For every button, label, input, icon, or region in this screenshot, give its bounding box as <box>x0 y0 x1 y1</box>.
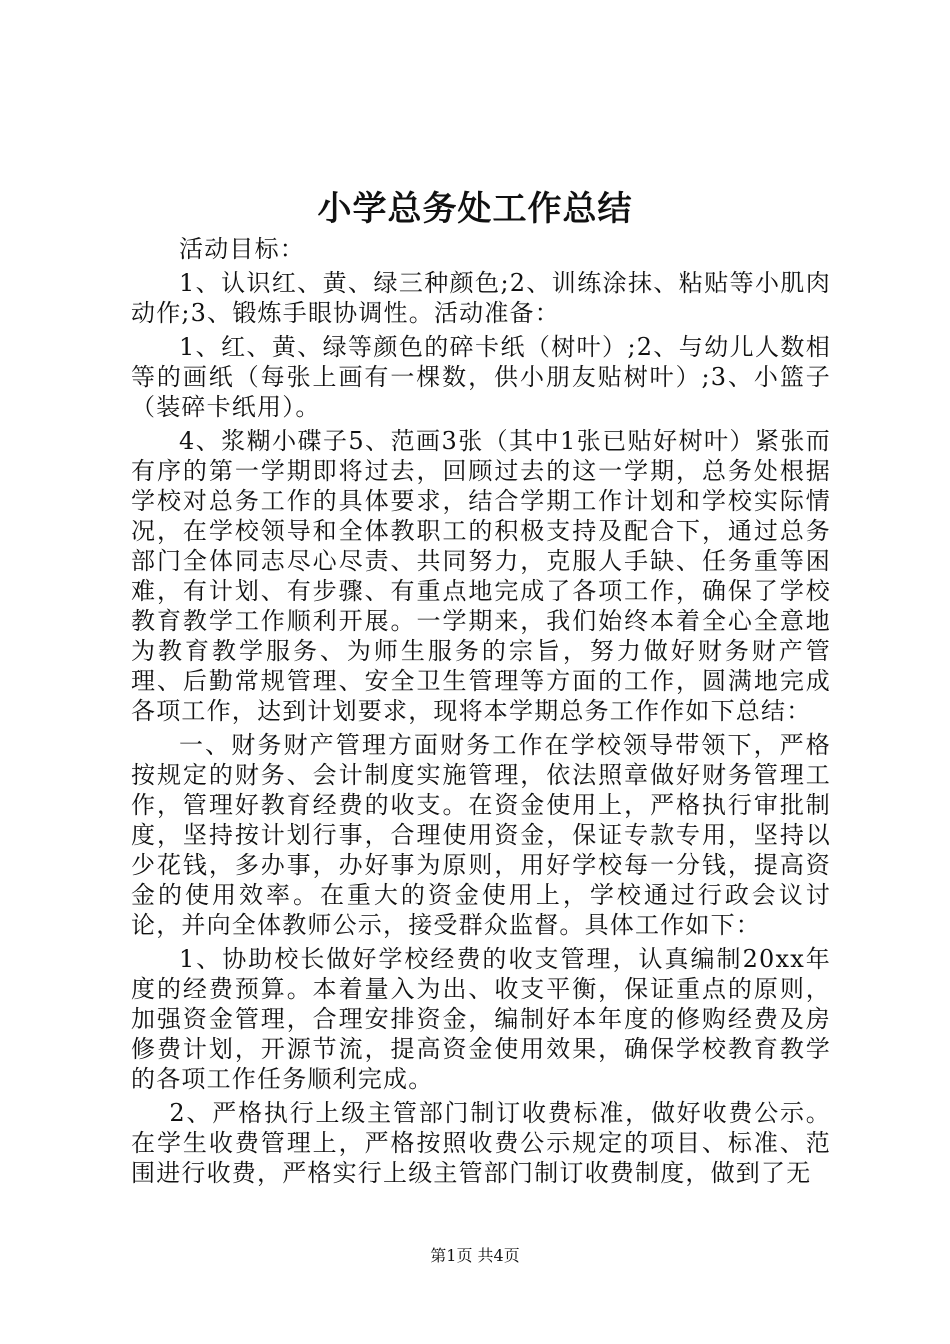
paragraph-activity-goal: 活动目标： <box>179 235 305 263</box>
paragraph-semester-intro: 4、浆糊小碟子5、范画3张（其中1张已贴好树叶）紧张而有序的第一学期即将过去，回顾过去的这一学期，总务处根据学校对总务工作的具体要求，结合学期工作计划和学校实际情况，在学校领导和全体教职工的积极支持及配合下，通过总务部门全体同志尽心尽责、共同努力，克服人手缺、任务重等困难，有计划、有步骤、有重点地完成了各项工作，确保了学校教育教学工作顺利开展。一学期来，我们始终本着全心全意地为教育教学服务、为师生服务的宗旨，努力做好财务财产管理、后勤常规管理、安全卫生管理等方面的工作，圆满地完成各项工作，达到计划要求，现将本学期总务工作作如下总结： <box>131 427 831 725</box>
paragraph-goal-list: 1、认识红、黄、绿三种颜色;2、训练涂抹、粘贴等小肌肉动作;3、锻炼手眼协调性。活动准备： <box>131 269 831 327</box>
document-body <box>131 234 831 1192</box>
paragraph-fee-collection: 2、严格执行上级主管部门制订收费标准，做好收费公示。在学生收费管理上，严格按照收费公示规定的项目、标准、范围进行收费，严格实行上级主管部门制订收费制度，做到了无 <box>131 1099 831 1187</box>
page-number: 第1页 共4页 <box>430 1246 520 1265</box>
paragraph-finance-management: 一、财务财产管理方面财务工作在学校领导带领下，严格按规定的财务、会计制度实施管理，依法照章做好财务管理工作，管理好教育经费的收支。在资金使用上，严格执行审批制度，坚持按计划行事，合理使用资金，保证专款专用，坚持以少花钱，多办事，办好事为原则，用好学校每一分钱，提高资金的使用效率。在重大的资金使用上，学校通过行政会议讨论，并向全体教师公示，接受群众监督。具体工作如下： <box>131 731 831 939</box>
paragraph-budget: 1、协助校长做好学校经费的收支管理，认真编制20xx年度的经费预算。本着量入为出、收支平衡，保证重点的原则，加强资金管理，合理安排资金，编制好本年度的修购经费及房修费计划，开源节流，提高资金使用效果，确保学校教育教学的各项工作任务顺利完成。 <box>131 945 831 1093</box>
document-title: 小学总务处工作总结 <box>317 189 633 229</box>
paragraph-materials: 1、红、黄、绿等颜色的碎卡纸（树叶）;2、与幼儿人数相等的画纸（每张上画有一棵数，供小朋友贴树叶）;3、小篮子（装碎卡纸用）。 <box>131 333 831 421</box>
